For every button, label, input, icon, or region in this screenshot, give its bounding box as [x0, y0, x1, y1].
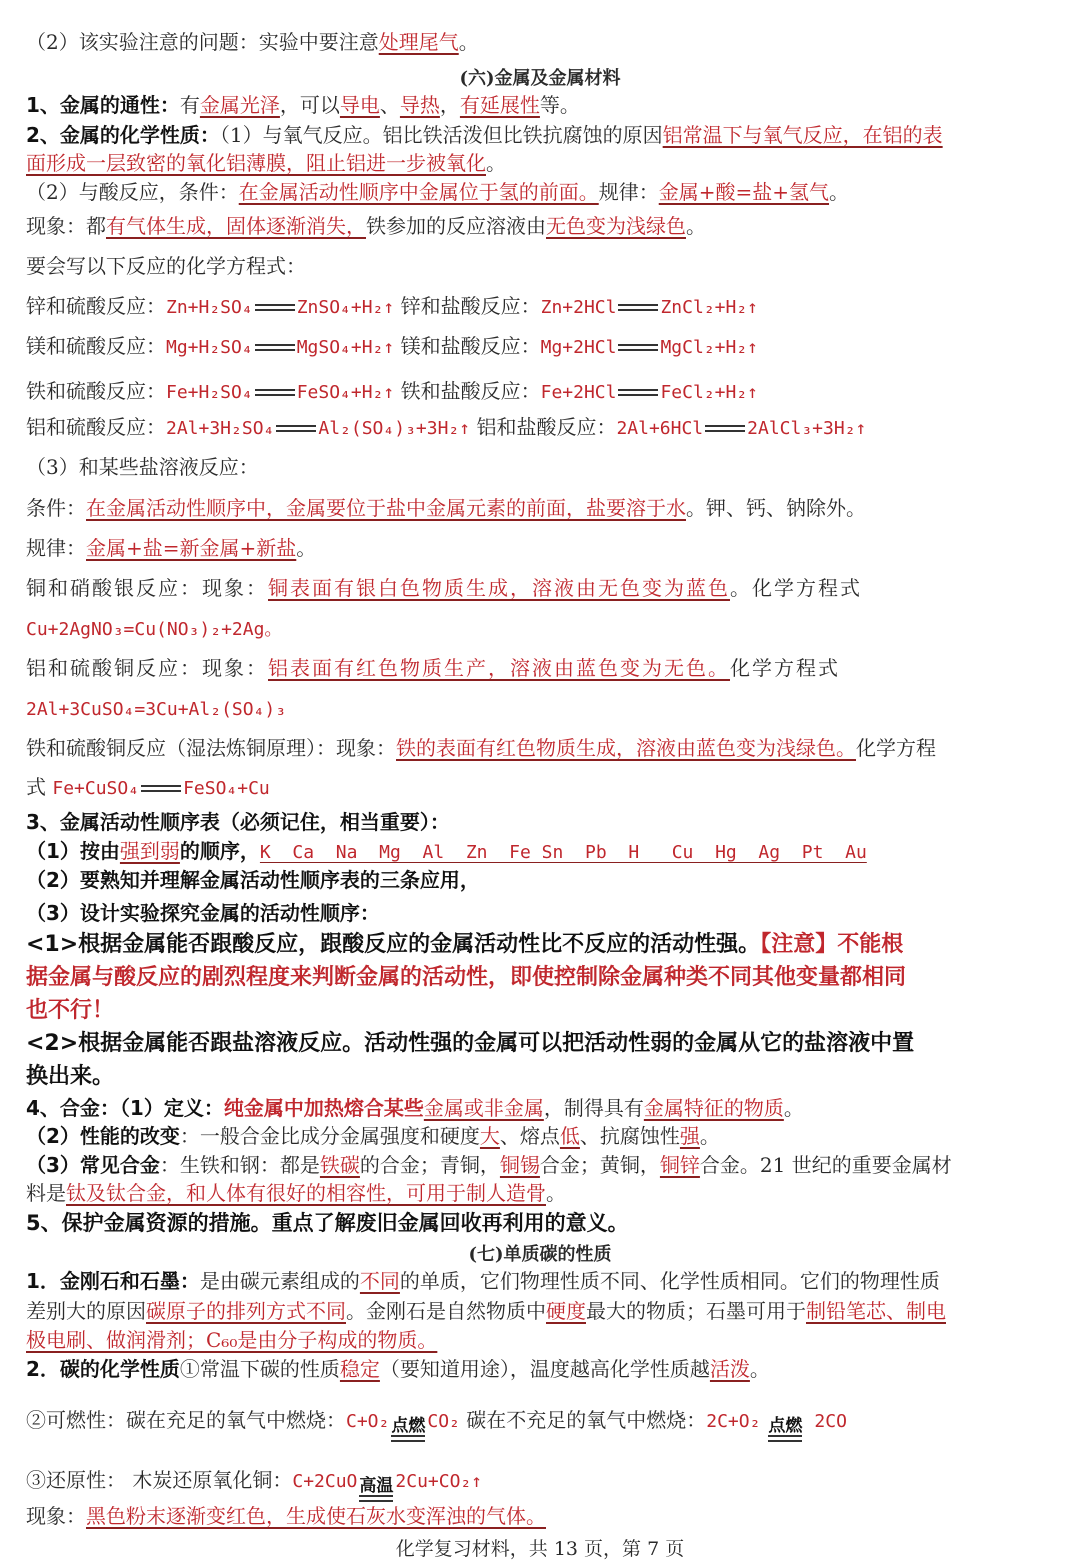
equation-line: 2Al+3CuSO₄=3Cu+Al₂(SO₄)₃: [26, 699, 287, 720]
text-line: 据金属与酸反应的剧烈程度来判断金属的活动性，即使控制除金属种类不同其他变量都相同: [26, 965, 907, 990]
equation-line: ③还原性： 木炭还原氧化铜：C+2CuO 高温 2Cu+CO₂↑: [26, 1460, 1040, 1500]
text-line: <1>根据金属能否跟酸反应，跟酸反应的金属活动性比不反应的活动性强。【注意】不能根: [26, 932, 904, 957]
text-line: 要会写以下反应的化学方程式：: [26, 254, 306, 278]
text-line: 4、合金：（1）定义：纯金属中加热熔合某些金属或非金属，制得具有金属特征的物质。: [26, 1096, 804, 1120]
equation-line: 铁和硫酸反应：Fe+H₂SO₄ FeSO₄+H₂↑ 铁和盐酸反应：Fe+2HCl FeCl₂+H₂↑: [26, 379, 759, 403]
equals-bar: [618, 304, 658, 311]
reaction-condition: 点燃: [389, 1417, 427, 1442]
equals-bar: [255, 304, 295, 311]
equals-bar: [618, 344, 658, 351]
equals-bar: [618, 389, 658, 396]
equation-line: 锌和硫酸反应：Zn+H₂SO₄ ZnSO₄+H₂↑ 锌和盐酸反应：Zn+2HCl ZnCl₂+H₂↑: [26, 294, 759, 318]
text-line: 也不行！: [26, 998, 115, 1023]
text-line: 现象：都有气体生成，固体逐渐消失，铁参加的反应溶液由无色变为浅绿色。: [26, 214, 706, 238]
page-footer: 化学复习材料，共 13 页，第 7 页: [395, 1538, 685, 1560]
text-line: 换出来。: [26, 1064, 115, 1089]
text-line: 条件：在金属活动性顺序中，金属要位于盐中金属元素的前面，盐要溶于水。钾、钙、钠除外。: [26, 496, 866, 520]
text-line: （1）按由强到弱的顺序，K Ca Na Mg Al Zn Fe Sn Pb H Cu Hg Ag Pt Au: [26, 839, 867, 863]
equation-line: 铝和硫酸反应：2Al+3H₂SO₄ Al₂(SO₄)₃+3H₂↑ 铝和盐酸反应：2Al+6HCl 2AlCl₃+3H₂↑: [26, 415, 867, 439]
equals-bar: [255, 389, 295, 396]
section-heading-6: (六)金属及金属材料: [459, 68, 621, 89]
text-line: 规律：金属+盐=新金属+新盐。: [26, 536, 317, 560]
text-line: 2．碳的化学性质①常温下碳的性质稳定（要知道用途），温度越高化学性质越活泼。: [26, 1357, 770, 1381]
text-line: （3）常见合金：生铁和钢：都是铁碳的合金；青铜，铜锡合金；黄铜，铜锌合金。21 世纪的重要金属材: [26, 1153, 952, 1177]
text-line: 1．金刚石和石墨：是由碳元素组成的不同的单质，它们物理性质不同、化学性质相同。它们的物理性质: [26, 1269, 940, 1293]
text-line: 1、金属的通性：有金属光泽，可以导电、导热，有延展性等。: [26, 93, 580, 117]
text-line: <2>根据金属能否跟盐溶液反应。活动性强的金属可以把活动性弱的金属从它的盐溶液中置: [26, 1031, 915, 1056]
text-line: 料是钛及钛合金，和人体有很好的相容性，可用于制人造骨。: [26, 1181, 566, 1205]
text-line: 面形成一层致密的氧化铝薄膜，阻止铝进一步被氧化。: [26, 151, 506, 175]
reaction-condition: 高温: [357, 1477, 395, 1502]
heading-line: （3）设计实验探究金属的活动性顺序：: [26, 901, 380, 925]
equation-line: 式 Fe+CuSO₄ FeSO₄+Cu: [26, 775, 270, 799]
equals-bar: [141, 785, 181, 792]
heading-line: （2）要熟知并理解金属活动性顺序表的三条应用，: [26, 868, 480, 892]
equals-bar: [255, 344, 295, 351]
section-heading-7: (七)单质碳的性质: [468, 1244, 612, 1265]
text-line: 铜和硝酸银反应：现象：铜表面有银白色物质生成，溶液由无色变为蓝色。化学方程式: [26, 576, 862, 600]
text-line: 铝和硫酸铜反应：现象：铝表面有红色物质生产，溶液由蓝色变为无色。化学方程式: [26, 656, 840, 680]
text-line: （2）性能的改变：一般合金比成分金属强度和硬度大、熔点低、抗腐蚀性强。: [26, 1124, 720, 1148]
text-line: （3）和某些盐溶液反应：: [26, 455, 259, 479]
text-line: 极电刷、做润滑剂；C₆₀是由分子构成的物质。: [26, 1328, 438, 1352]
heading-line: 5、保护金属资源的措施。重点了解废旧金属回收再利用的意义。: [26, 1211, 629, 1235]
equation-line: 镁和硫酸反应：Mg+H₂SO₄ MgSO₄+H₂↑ 镁和盐酸反应：Mg+2HCl MgCl₂+H₂↑: [26, 334, 759, 358]
equation-line: Cu+2AgNO₃=Cu(NO₃)₂+2Ag。: [26, 619, 283, 640]
text-line: 现象：黑色粉末逐渐变红色，生成使石灰水变浑浊的气体。: [26, 1504, 546, 1528]
reaction-condition: 点燃: [766, 1417, 804, 1442]
text-line: 差别大的原因碳原子的排列方式不同。金刚石是自然物质中硬度最大的物质；石墨可用于制铅笔芯、制电: [26, 1299, 946, 1323]
text-line: （2）该实验注意的问题：实验中要注意处理尾气。: [26, 30, 479, 54]
text-line: （2）与酸反应，条件：在金属活动性顺序中金属位于氢的前面。规律：金属+酸=盐+氢气。: [26, 180, 850, 204]
equals-bar: [705, 425, 745, 432]
equals-bar: [276, 425, 316, 432]
equation-line: ②可燃性：碳在充足的氧气中燃烧：C+O₂ 点燃 CO₂ 碳在不充足的氧气中燃烧：2C+O₂ 点燃 2CO: [26, 1400, 1040, 1440]
heading-line: 3、金属活动性顺序表（必须记住，相当重要）：: [26, 810, 450, 834]
text-line: 铁和硫酸铜反应（湿法炼铜原理）：现象：铁的表面有红色物质生成，溶液由蓝色变为浅绿色。化学方程: [26, 736, 936, 760]
text-line: 2、金属的化学性质：（1）与氧气反应。铝比铁活泼但比铁抗腐蚀的原因铝常温下与氧气反应，在铝的表: [26, 123, 943, 147]
